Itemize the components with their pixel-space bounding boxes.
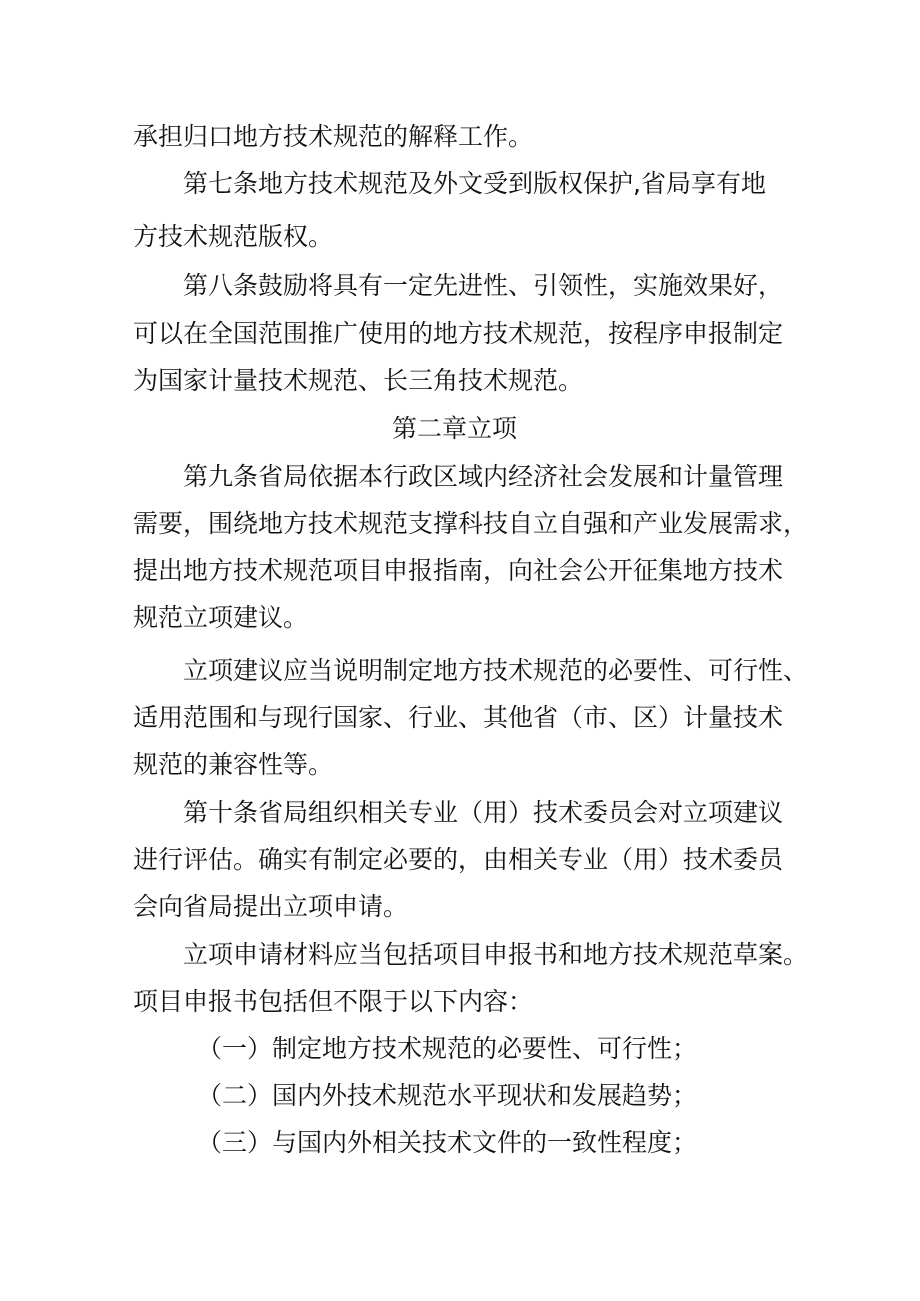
list-item: （二）国内外技术规范水平现状和发展趋势；: [197, 1081, 698, 1110]
article-8-line: 第八条鼓励将具有一定先进性、引领性，实施效果好，: [183, 271, 784, 300]
paragraph-line: 进行评估。确实有制定必要的，由相关专业（用）技术委员: [133, 845, 784, 874]
paragraph-line: 承担归口地方技术规范的解释工作。: [133, 122, 534, 151]
paragraph-line: 项目申报书包括但不限于以下内容：: [133, 987, 534, 1016]
chapter-heading: 第二章立项: [392, 414, 518, 443]
list-item: （三）与国内外相关技术文件的一致性程度；: [197, 1128, 698, 1157]
paragraph-line: 提出地方技术规范项目申报指南，向社会公开征集地方技术: [133, 556, 784, 585]
list-item: （一）制定地方技术规范的必要性、可行性；: [197, 1034, 698, 1063]
article-10-line: 第十条省局组织相关专业（用）技术委员会对立项建议: [183, 798, 784, 827]
paragraph-line: 规范的兼容性等。: [133, 750, 334, 779]
paragraph-line: 规范立项建议。: [133, 603, 309, 632]
paragraph-line: 适用范围和与现行国家、行业、其他省（市、区）计量技术: [133, 703, 784, 732]
paragraph-line: 可以在全国范围推广使用的地方技术规范，按程序申报制定: [133, 319, 784, 348]
article-9-line: 第九条省局依据本行政区域内经济社会发展和计量管理: [183, 462, 784, 491]
paragraph-line: 方技术规范版权。: [133, 222, 334, 251]
paragraph-line: 为国家计量技术规范、长三角技术规范。: [133, 366, 584, 395]
paragraph-line: 会向省局提出立项申请。: [133, 892, 409, 921]
paragraph-line: 需要，围绕地方技术规范支撑科技自立自强和产业发展需求，: [133, 509, 809, 538]
article-7-line: 第七条地方技术规范及外文受到版权保护,省局享有地: [183, 169, 766, 198]
paragraph-start-line: 立项建议应当说明制定地方技术规范的必要性、可行性、: [183, 656, 809, 685]
paragraph-start-line: 立项申请材料应当包括项目申报书和地方技术规范草案。: [183, 940, 809, 969]
